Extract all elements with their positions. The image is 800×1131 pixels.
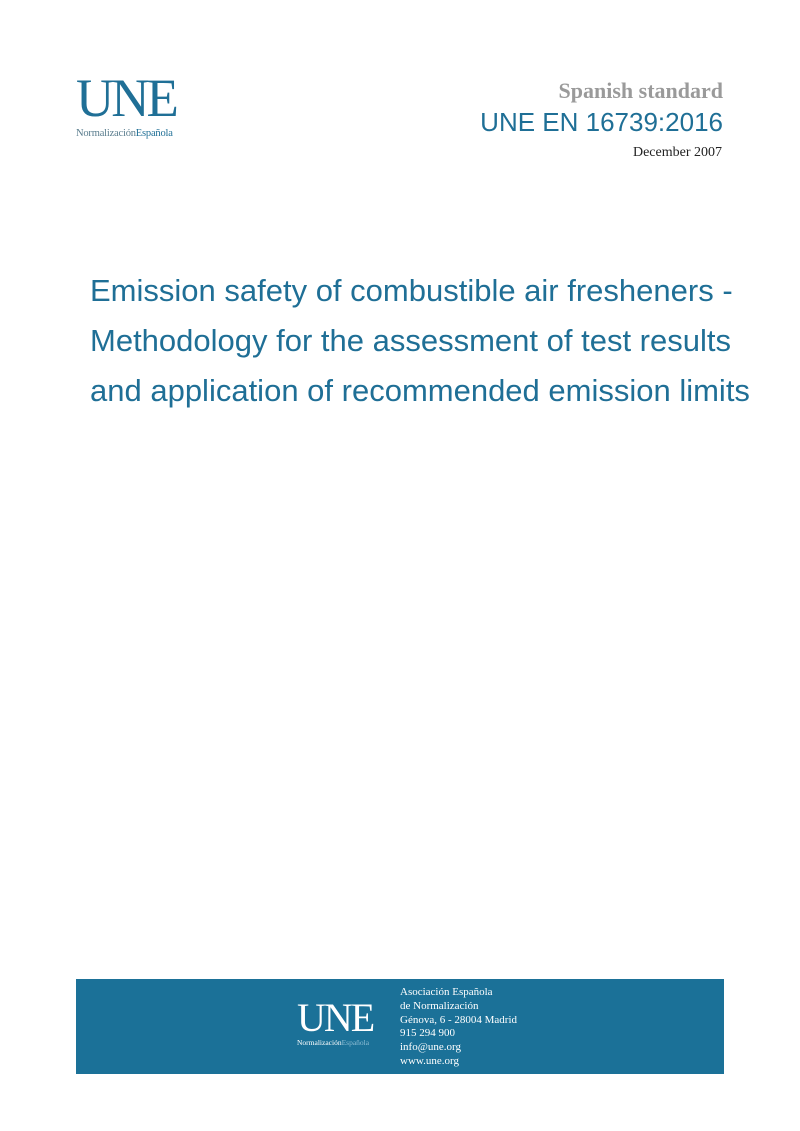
address-org: Asociación Española (400, 986, 493, 998)
standard-kind: Spanish standard (558, 78, 723, 103)
footer-logo-mark: UNE (297, 995, 374, 1040)
document-title (90, 266, 790, 416)
footer-logo-sub-part2: Española (341, 1038, 370, 1047)
standard-code: UNE EN 16739:2016 (480, 107, 723, 137)
standard-date: December 2007 (632, 145, 722, 160)
footer-address (400, 986, 517, 1069)
une-logo-mark: UNE (76, 68, 176, 128)
footer-une-logo (297, 995, 374, 1047)
title-line-2: Methodology for the assessment of test results (90, 323, 731, 358)
address-email: info@une.org (400, 1041, 461, 1054)
logo-sub-part1: Normalización (76, 128, 136, 139)
address-street: Génova, 6 - 28004 Madrid (400, 1013, 518, 1026)
une-logo (76, 68, 206, 139)
title-line-3: and application of recommended emission limits (90, 373, 750, 408)
logo-sub-part2: Española (135, 128, 173, 139)
footer-logo-sub-part1: Normalización (297, 1038, 342, 1047)
footer-logo-subtitle (297, 1038, 373, 1047)
address-phone: 915 294 900 (400, 1027, 455, 1040)
footer-band (76, 979, 724, 1074)
title-line-1: Emission safety of combustible air fresheners - (90, 273, 733, 308)
address-org-2: de Normalización (400, 999, 479, 1012)
standard-header (480, 78, 723, 161)
address-web: www.une.org (400, 1054, 459, 1067)
une-logo-subtitle (76, 128, 206, 139)
